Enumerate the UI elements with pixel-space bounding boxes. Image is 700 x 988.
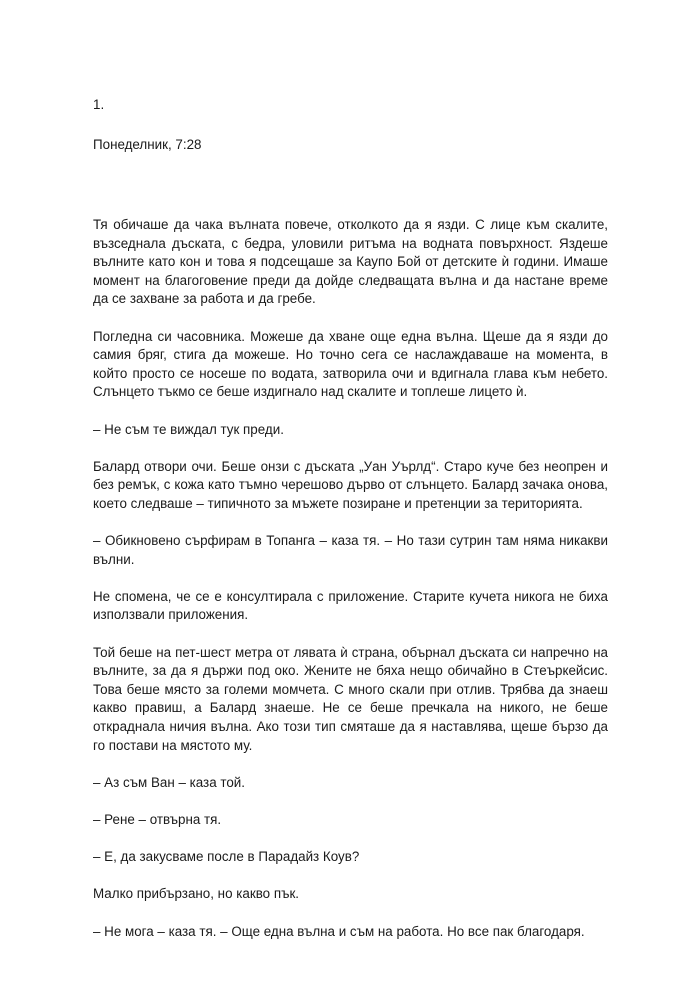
dialogue-line: – Аз съм Ван – каза той.	[93, 774, 245, 790]
paragraph: Малко прибързано, но какво пък.	[93, 886, 300, 902]
chapter-timestamp: Понеделник, 7:28	[93, 137, 202, 152]
paragraph: Балард отвори очи. Беше онзи с дъската „Уан Уърлд“. Старо куче без неопрен и без ремък, с кожа като тъмно черешово дърво от слънцето. Балард зачака онова, което следваше – типичното за мъжете позиране и претенции за територията.	[93, 458, 608, 511]
paragraph: Тя обичаше да чака вълната повече, отколкото да я язди. С лице към скалите, възседнала дъската, с бедра, уловили ритъма на водната повърхност. Яздеше вълните като кон и това я подсещаше за Каупо Бой от детските ѝ години. Имаше момент на благоговение преди да дойде следващата вълна и да настане време да се захване за работа и да гребе.	[93, 217, 608, 307]
dialogue-line: – Рене – отвърна тя.	[93, 812, 222, 827]
dialogue-line: – Не съм те виждал тук преди.	[93, 421, 284, 437]
body-text	[93, 216, 608, 960]
dialogue-line: – Е, да закусваме после в Парадайз Коув?	[93, 849, 360, 865]
dialogue-line: – Обикновено сърфирам в Топанга – каза тя. – Но тази сутрин там няма никакви вълни.	[93, 533, 608, 567]
dialogue-line: – Не мога – каза тя. – Още една вълна и съм на работа. Но все пак благодаря.	[93, 923, 585, 939]
chapter-number: 1.	[93, 97, 105, 112]
paragraph: Той беше на пет-шест метра от лявата ѝ страна, обърнал дъската си напречно на вълните, за да я държи под око. Жените не бяха нещо обичайно в Стеъркейсис. Това беше място за големи момчета. С много скали при отлив. Трябва да знаеш какво правиш, а Балард знаеше. Не се беше пречкала на никого, не беше откраднала ничия вълна. Ако този тип смяташе да я наставлява, щеше бързо да го постави на мястото му.	[93, 644, 608, 753]
paragraph: Погледна си часовника. Можеше да хване още една вълна. Щеше да я язди до самия бряг, стига да можеше. Но точно сега се наслаждаваше на момента, в който просто се носеше по водата, затворила очи и вдигнала глава към небето. Слънцето тъкмо се беше издигнало над скалите и топлеше лицето ѝ.	[93, 328, 608, 400]
paragraph: Не спомена, че се е консултирала с приложение. Старите кучета никога не биха използвали приложения.	[93, 588, 608, 623]
